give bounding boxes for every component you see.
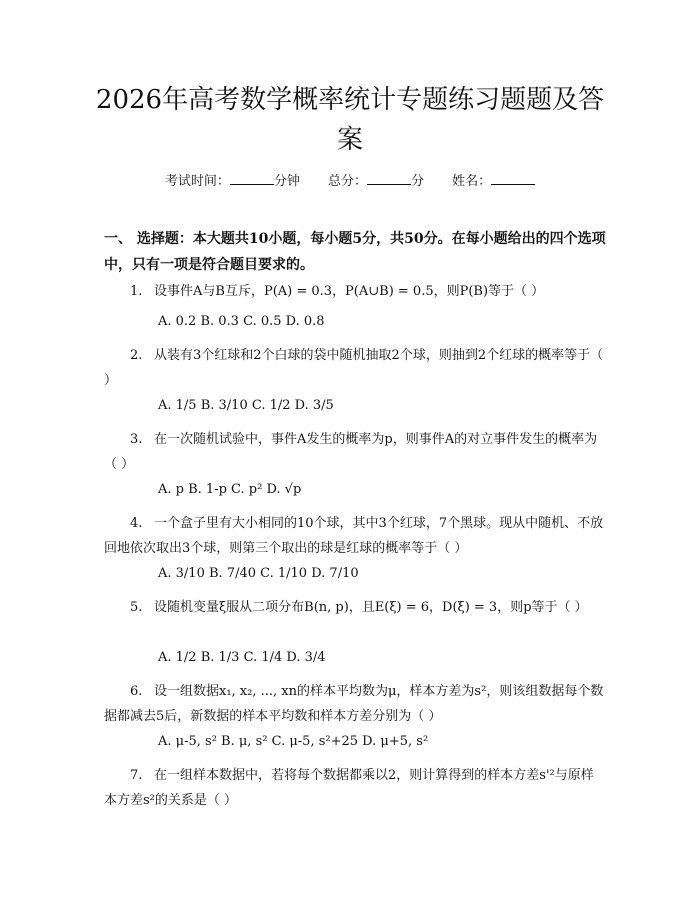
question-number: 2. (130, 348, 143, 363)
exam-score (328, 174, 424, 189)
exam-time (165, 174, 300, 189)
time-label: 考试时间： (164, 174, 230, 189)
question-4 (104, 511, 604, 561)
name-blank (491, 172, 535, 185)
question-5 (104, 595, 604, 620)
question-text: 从装有3个红球和2个白球的袋中随机抽取2个球，则抽到2个红球的概率等于（ ） (104, 348, 604, 388)
question-text: 设随机变量ξ服从二项分布B(n, p)，且E(ξ) = 6，D(ξ) = 3，则p等于（ ） (154, 600, 588, 615)
score-label: 总分： (327, 174, 367, 189)
question-number: 4. (130, 516, 143, 531)
title-line-1: 2026年高考数学概率统计专题练习题题及答 (95, 85, 605, 115)
question-text: 设一组数据x₁, x₂, ..., xn的样本平均数为μ，样本方差为s²，则该组数据每个数据都减去5后，新数据的样本平均数和样本方差分别为（ ） (104, 684, 604, 724)
name-label: 姓名： (452, 174, 492, 189)
score-unit: 分 (411, 174, 425, 189)
question-4-options: A. 3/10 B. 7/40 C. 1/10 D. 7/10 (158, 566, 359, 581)
question-number: 5. (130, 600, 143, 615)
question-text: 在一次随机试验中，事件A发生的概率为p，则事件A的对立事件发生的概率为（ ） (104, 432, 598, 472)
question-number: 6. (130, 684, 143, 699)
score-blank (367, 172, 411, 185)
question-7 (104, 763, 604, 813)
question-1-options: A. 0.2 B. 0.3 C. 0.5 D. 0.8 (158, 314, 325, 329)
question-2 (104, 343, 604, 393)
title-line-2: 案 (336, 125, 363, 155)
question-6-options: A. μ-5, s² B. μ, s² C. μ-5, s²+25 D. μ+5, s² (158, 734, 429, 749)
time-blank (230, 172, 274, 185)
question-1 (104, 279, 604, 304)
question-2-options: A. 1/5 B. 3/10 C. 1/2 D. 3/5 (158, 398, 334, 413)
question-text: 一个盒子里有大小相同的10个球，其中3个红球，7个黑球。现从中随机、不放回地依次取出3个球，则第三个取出的球是红球的概率等于（ ） (104, 516, 604, 556)
page-title (60, 80, 640, 160)
exam-info (0, 170, 700, 189)
question-text: 在一组样本数据中，若将每个数据都乘以2，则计算得到的样本方差s'²与原样本方差s²的关系是（ ） (104, 768, 594, 808)
question-3 (104, 427, 604, 477)
question-text: 设事件A与B互斥，P(A) = 0.3，P(A∪B) = 0.5，则P(B)等于（ ） (154, 284, 545, 299)
question-number: 7. (130, 768, 143, 783)
time-unit: 分钟 (273, 174, 300, 189)
question-3-options: A. p B. 1-p C. p² D. √p (158, 482, 302, 497)
exam-name (452, 174, 535, 189)
question-5-options: A. 1/2 B. 1/3 C. 1/4 D. 3/4 (158, 650, 326, 665)
question-6 (104, 679, 604, 729)
question-number: 1. (130, 284, 143, 299)
question-number: 3. (130, 432, 143, 447)
section-heading: 一、 选择题：本大题共10小题，每小题5分，共50分。在每小题给出的四个选项中，只有一项是符合题目要求的。 (104, 231, 606, 273)
